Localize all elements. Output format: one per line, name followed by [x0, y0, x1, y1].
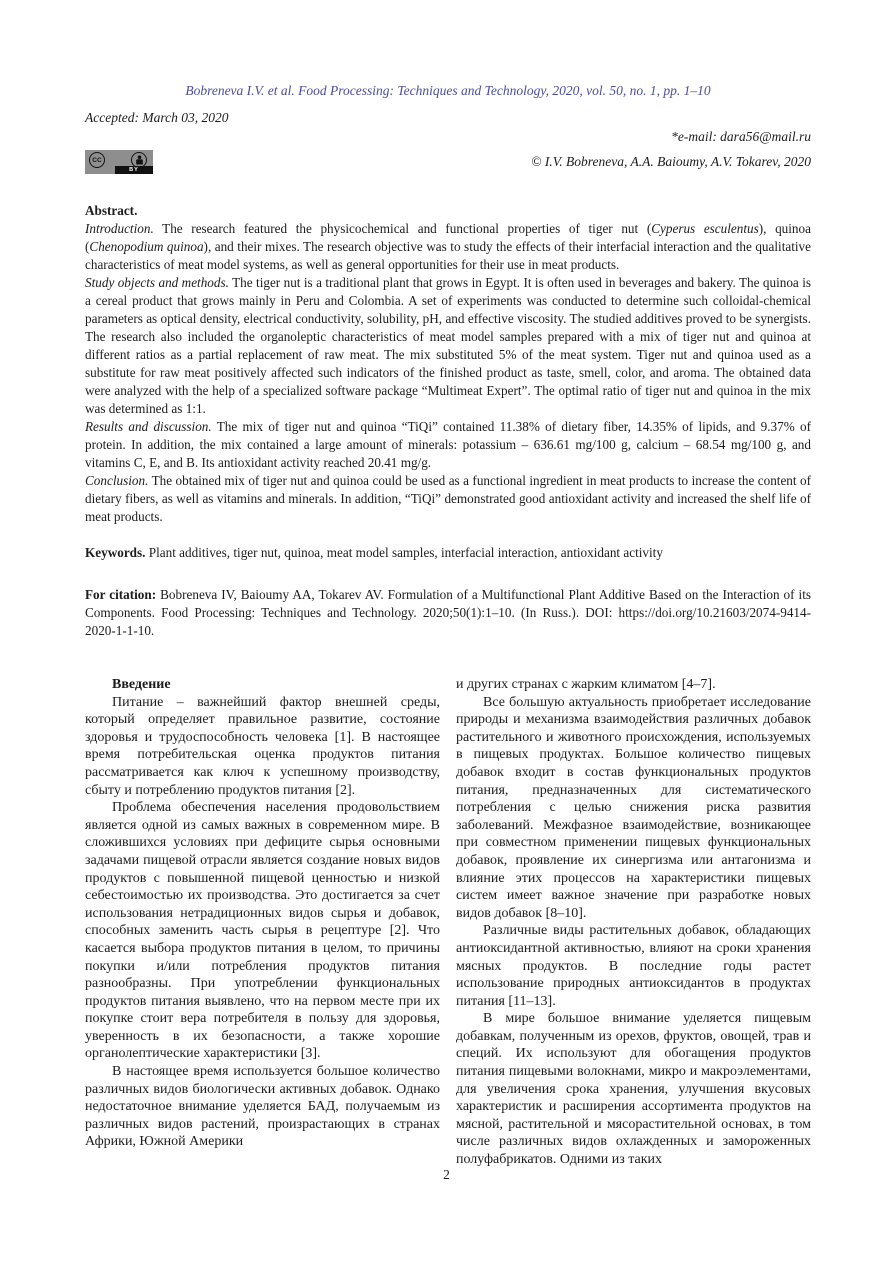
license-row	[85, 150, 811, 174]
page-content	[85, 0, 811, 1169]
citation-text: Bobreneva IV, Baioumy AA, Tokarev AV. Formulation of a Multifunctional Plant Additive Based on the Interaction of its Components. Food Processing: Techniques and Technology. 2020;50(1):1–10. (In Russ.). DOI: https://doi.org/10.21603/2074-9414-2020-1-1-10.	[85, 587, 811, 638]
body-paragraph: Проблема обеспечения населения продовольствием является одной из самых важных в современном мире. В сложившихся условиях при дефиците сырья основными задачами пищевой отрасли является создание новых видов продуктов с повышенной пищевой ценностью и низкой себестоимостью их производства. Это достигается за счет использования нетрадиционных видов сырья и добавок, способных заменить часть сырья в рецептуре [2]. Что касается выбора продуктов питания в целом, то причины покупки и/или потребления продуктов питания разнообразны. При употреблении функциональных продуктов питания выявлено, что на первом месте при их покупке стоит вера потребителя в пользу для здоровья, уверенность в их безопасности, а также хорошие органолептические характеристики [3].	[85, 800, 440, 1062]
accepted-date: Accepted: March 03, 2020	[85, 110, 229, 125]
abstract-conclusion: Conclusion. The obtained mix of tiger nut and quinoa could be used as a functional ingredient in meat products to increase the content of dietary fibers, as well as vitamins and minerals. In addition, “TiQi” demonstrated good antioxidant activity and increased the shelf life of meat products.	[85, 473, 811, 524]
by-label: BY	[115, 166, 153, 174]
abstract-title: Abstract.	[85, 203, 138, 218]
abstract-results: Results and discussion. The mix of tiger nut and quinoa “TiQi” contained 11.38% of dietary fiber, 14.35% of lipids, and 9.37% of protein. In addition, the mix contained a large amount of minerals: potassium – 636.61 mg/100 g, calcium – 68.54 mg/100 g, and vitamins C, E, and B. Its antioxidant activity reached 20.41 mg/g.	[85, 419, 811, 470]
keywords-line: Keywords. Plant additives, tiger nut, quinoa, meat model samples, interfacial interaction, antioxidant activity	[85, 545, 663, 560]
abstract-introduction: Introduction. The research featured the physicochemical and functional properties of tiger nut (Cyperus esculentus), quinoa (Chenopodium quinoa), and their mixes. The research objective was to study the effects of their interfacial interaction and the qualitative characteristics of meat model systems, as well as general opportunities for their use in meat products.	[85, 221, 811, 272]
introduction-heading: Введение	[112, 677, 171, 692]
body-paragraph: Все большую актуальность приобретает исследование природы и механизма взаимодействия различных добавок растительного и животного происхождения, используемых в пищевых продуктах. Большое количество пищевых добавок входит в состав функциональных продуктов питания, предназначенных для систематического потребления с целью снижения риска развития заболеваний. Межфазное взаимодействие, возникающее при совместном применении пищевых функциональных добавок, проявление их синергизма или антагонизма и влияние этих процессов на характеристики пищевых систем имеет важное значение при разработке новых видов добавок [8–10].	[456, 694, 811, 921]
body-paragraph: и других странах с жарким климатом [4–7].	[456, 677, 716, 692]
abstract-section	[85, 202, 811, 526]
citation-block: For citation: Bobreneva IV, Baioumy AA, Tokarev AV. Formulation of a Multifunctional Plant Additive Based on the Interaction of its Components. Food Processing: Techniques and Technology. 2020;50(1):1–10. (In Russ.). DOI: https://doi.org/10.21603/2074-9414-2020-1-1-10.	[85, 587, 811, 638]
running-head: Bobreneva I.V. et al. Food Processing: Techniques and Technology, 2020, vol. 50, no. 1, pp. 1–10	[185, 83, 711, 98]
right-column	[456, 676, 811, 1169]
copyright-line: © I.V. Bobreneva, A.A. Baioumy, A.V. Tokarev, 2020	[531, 154, 811, 169]
abstract-study-objects: Study objects and methods. The tiger nut is a traditional plant that grows in Egypt. It is often used in beverages and bakery. The quinoa is a cereal product that grows mainly in Peru and Colombia. A set of experiments was conducted to determine such colloidal-chemical parameters as optical density, electrical conductivity, solubility, pH, and effective viscosity. The studied additives proved to be synergists. The research also included the organoleptic characteristics of meat model samples prepared with a mix of tiger nut and quinoa at different ratios as a partial replacement of raw meat. The mix substituted 5% of the meat system. Tiger nut and quinoa used as a substitute for raw meat positively affected such indicators of the finished product as taste, smell, color, and aroma. The obtained data were analyzed with the help of a specialized software package “Multimeat Expert”. The optimal ratio of tiger nut and quinoa in the mix was determined as 1:1.	[85, 275, 811, 416]
body-paragraph: Питание – важнейший фактор внешней среды, который определяет правильное развитие, состояние здоровья и трудоспособность человека [1]. В настоящее время потребительская оценка продуктов питания рассматривается как ключ к успешному производству, сбыту и потреблению продуктов питания [2].	[85, 694, 440, 798]
body-two-columns	[85, 676, 811, 1169]
page-number: 2	[443, 1167, 450, 1182]
body-paragraph: Различные виды растительных добавок, обладающих антиоксидантной активностью, влияют на сроки хранения мясных продуктов. В последние годы растет использование природных антиоксидантов в продуктах питания [11–13].	[456, 923, 811, 1009]
body-paragraph: В настоящее время используется большое количество различных видов биологически активных добавок. Однако недостаточное внимание уделяется БАД, получаемым из различных видов растений, произрастающих в странах Африки, Южной Америки	[85, 1064, 440, 1150]
creative-commons-icon: CC	[89, 152, 105, 168]
cc-by-license-badge	[85, 150, 153, 174]
body-paragraph: В мире большое внимание уделяется пищевым добавкам, полученным из орехов, фруктов, овощей, трав и специй. Их используют для обогащения продуктов питания пищевыми волокнами, микро и макроэлементами, для увеличения срока хранения, улучшения вкусовых характеристик и расширения ассортимента продуктов на мясной, растительной и мясорастительной основах, в том числе различных видов охлажденных и замороженных полуфабрикатов. Одними из таких	[456, 1011, 811, 1168]
left-column	[85, 676, 440, 1169]
author-email: *e-mail: dara56@mail.ru	[671, 129, 811, 144]
